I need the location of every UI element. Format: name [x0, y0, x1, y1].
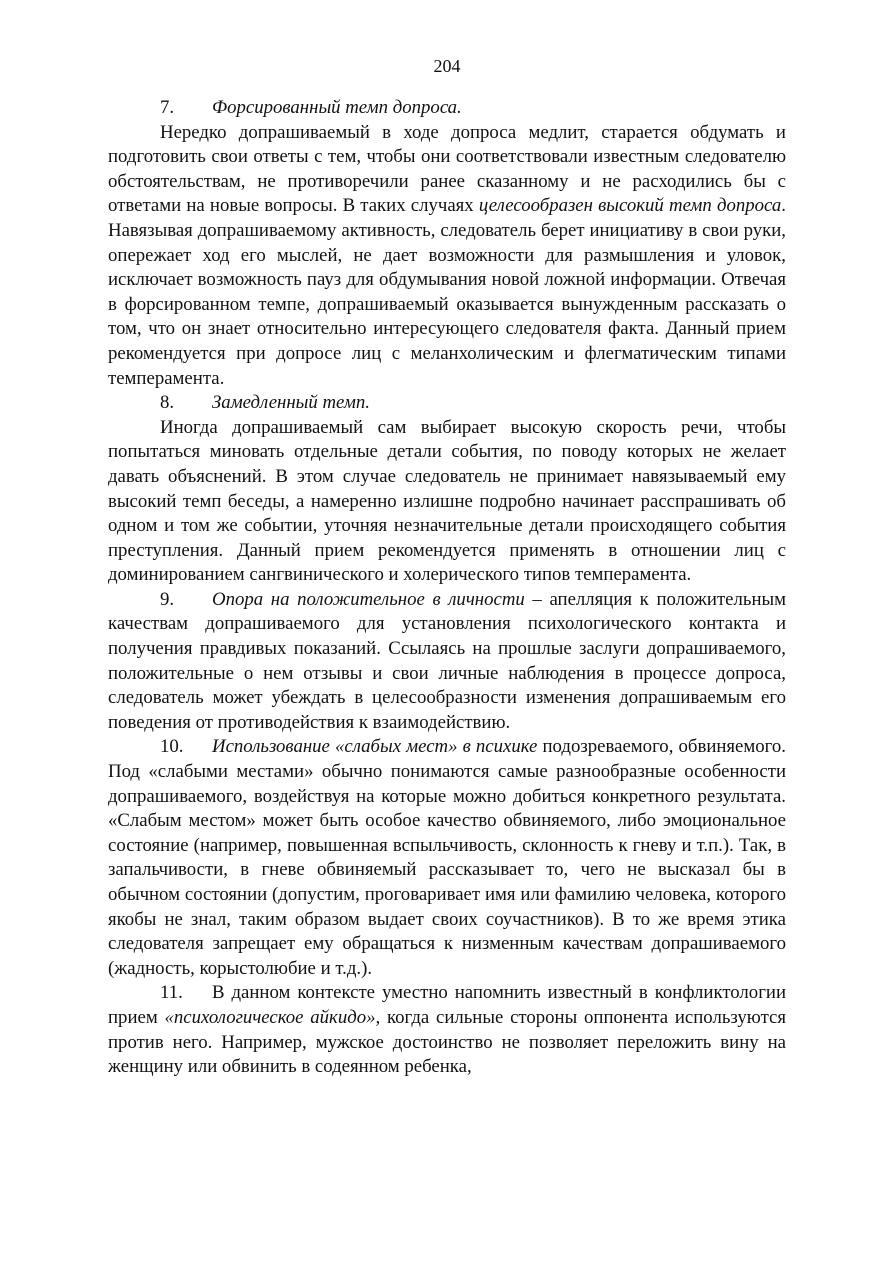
item-7-emphasis: целесообразен высокий темп допроса [478, 195, 782, 217]
item-8-number: 8. [160, 392, 175, 414]
item-9-text: – апелляция к положительным качествам допрашиваемого для установления психологического контакта и получения правдивых показаний. Ссылаясь на прошлые заслуги допрашиваемого, положительные о нем отзывы и свои личные наблюдения в процессе допроса, следователь может убеждать в целесообразности изменения допрашиваемым его поведения от противодействия к взаимодействию. [108, 588, 786, 733]
item-11-emphasis: «психологическое айкидо», [164, 1006, 381, 1028]
item-8-paragraph: Иногда допрашиваемый сам выбирает высокую скорость речи, чтобы попытаться миновать отдельные детали события, по поводу которых не желает давать объяснений. В этом случае следователь не принимает навязываемый ему высокий темп беседы, а намеренно излишне подробно начинает расспрашивать об одном и том же событии, уточняя незначительные детали происходящего события преступления. Данный прием рекомендуется применять в отношении лиц с доминированием сангвинического и холерического типов темперамента. [108, 416, 786, 586]
item-10-text: подозреваемого, обвиняемого. Под «слабыми местами» обычно понимаются самые разнообразные особенности допрашиваемого, воздействуя на которые можно добиться конкретного результата. «Слабым местом» может быть особое качество обвиняемого, либо эмоциональное состояние (например, повышенная вспыльчивость, склонность к гневу и т.п.). Так, в запальчивости, в гневе обвиняемый рассказывает то, чего не высказал бы в обычном состоянии (допустим, проговаривает имя или фамилию человека, которого якобы не знал, таким образом выдает своих соучастников). В то же время этика следователя запрещает ему обращаться к низменным качествам допрашиваемого (жадность, корыстолюбие и т.д.). [108, 736, 786, 979]
item-11-text-a: В данном контексте уместно напомнить известный в конфликтологии прием [108, 982, 786, 1028]
item-10-number: 10. [160, 736, 184, 758]
item-11-paragraph [108, 981, 786, 1079]
item-7-number: 7. [160, 97, 175, 118]
item-9-number: 9. [160, 588, 175, 610]
item-8-title: Замедленный темп. [212, 392, 370, 414]
page-number: 204 [433, 56, 461, 76]
item-7-title: Форсированный темп допроса. [212, 97, 462, 118]
item-10-title: Использование «слабых мест» в психике [212, 736, 538, 758]
item-10-paragraph [108, 735, 786, 981]
item-7-text-a: Нередко допрашиваемый в ходе допроса медлит, старается обдумать и подготовить свои ответы с тем, чтобы они соответствовали известным следователю обстоятельствам, не противоречили ранее сказанному и не расходились бы с ответами на новые вопросы. В таких случаях [108, 121, 786, 217]
item-7-paragraph [108, 121, 786, 392]
item-9-paragraph [108, 588, 786, 736]
item-8-heading [108, 391, 786, 416]
item-11-number: 11. [160, 982, 183, 1004]
item-11-text-b: когда сильные стороны оппонента используются против него. Например, мужское достоинство не позволяет переложить вину на женщину или обвинить в содеянном ребенка, [108, 1006, 786, 1078]
page-body [108, 96, 786, 1080]
item-9-title: Опора на положительное в личности [212, 588, 525, 610]
item-7-text-b: . Навязывая допрашиваемому активность, следователь берет инициативу в свои руки, опережает ход его мыслей, не дает возможности для размышления и уловок, исключает возможность пауз для обдумывания новой ложной информации. Отвечая в форсированном темпе, допрашиваемый оказывается вынужденным рассказать о том, что он знает относительно интересующего следователя факта. Данный прием рекомендуется при допросе лиц с меланхолическим и флегматическим типами темперамента. [108, 195, 786, 389]
item-7-heading [108, 96, 786, 121]
